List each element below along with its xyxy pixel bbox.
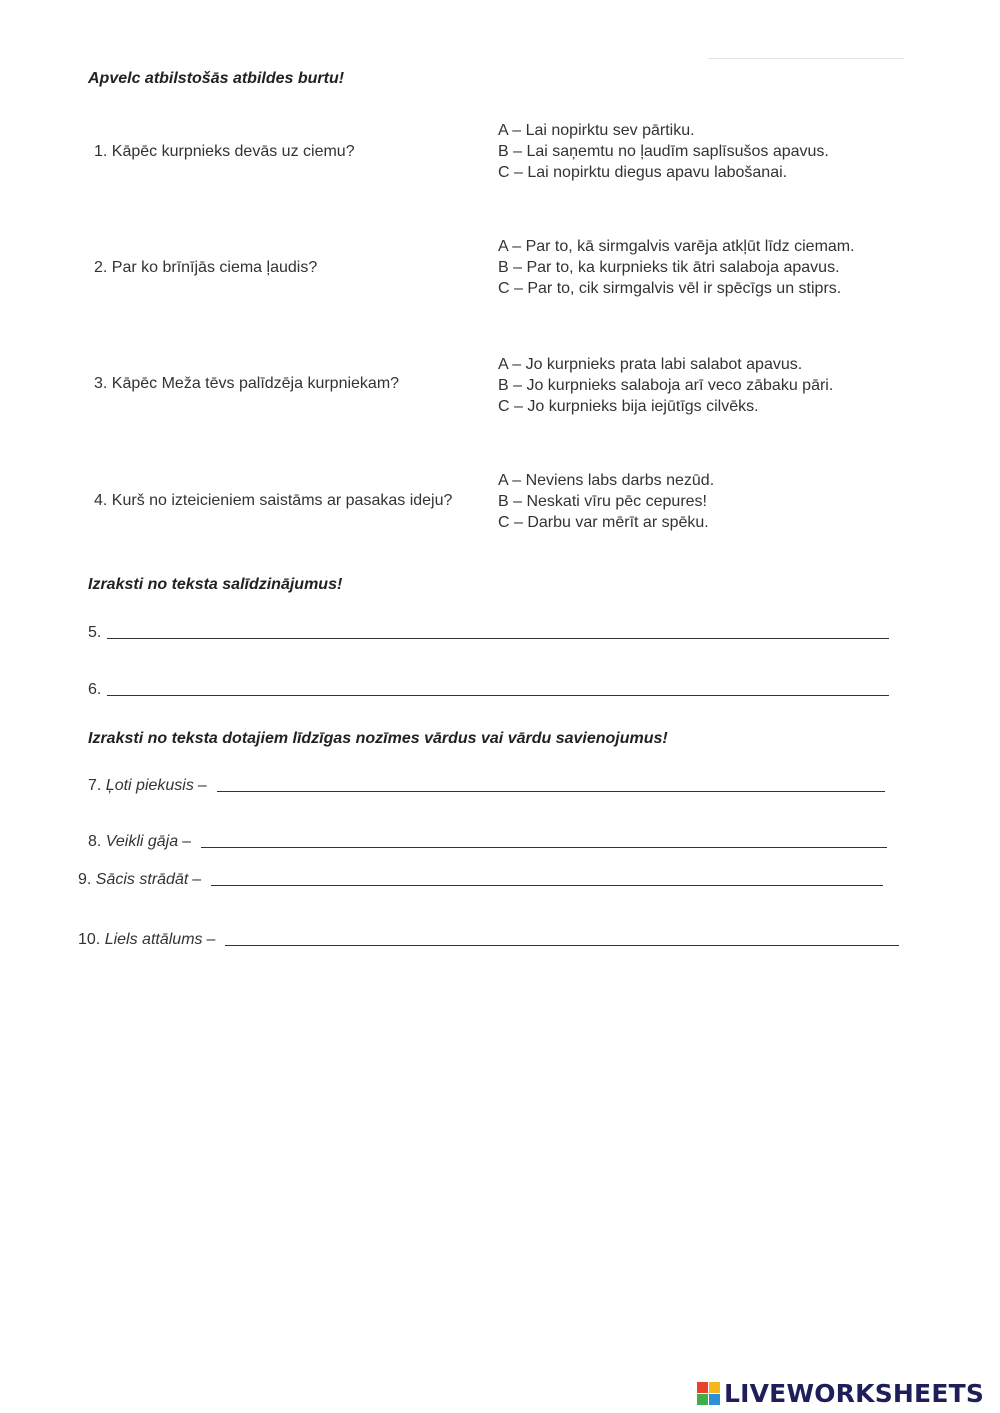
option-c[interactable]: C – Lai nopirktu diegus apavu labošanai. xyxy=(498,164,788,181)
item-number: 10. xyxy=(78,931,101,948)
answer-options-4 xyxy=(498,470,714,533)
option-a[interactable]: A – Par to, kā sirmgalvis varēja atkļūt līdz ciemam. xyxy=(498,238,855,255)
answer-options-3 xyxy=(498,354,833,417)
logo-square xyxy=(697,1394,708,1405)
answer-row-9 xyxy=(78,871,883,889)
item-number: 9. xyxy=(78,871,92,888)
section-heading-3: Izraksti no teksta dotajiem līdzīgas nozīmes vārdus vai vārdu savienojumus! xyxy=(88,730,668,747)
answer-row-5 xyxy=(88,624,889,642)
question-3: 3. Kāpēc Meža tēvs palīdzēja kurpniekam? xyxy=(94,375,400,392)
answer-line-6[interactable] xyxy=(107,694,889,696)
section-heading-1: Apvelc atbilstošās atbildes burtu! xyxy=(88,70,345,87)
answer-options-1 xyxy=(498,120,829,183)
item-number: 7. xyxy=(88,777,102,794)
answer-line-10[interactable] xyxy=(225,944,899,946)
question-4: 4. Kurš no izteicieniem saistāms ar pasakas ideju? xyxy=(94,492,453,509)
dash: – xyxy=(182,833,192,850)
option-a[interactable]: A – Lai nopirktu sev pārtiku. xyxy=(498,122,695,139)
item-term: Sācis strādāt xyxy=(95,871,189,888)
logo-square xyxy=(697,1382,708,1393)
answer-line-5[interactable] xyxy=(107,637,889,639)
answer-line-9[interactable] xyxy=(211,884,883,886)
option-b[interactable]: B – Lai saņemtu no ļaudīm saplīsušos apavus. xyxy=(498,143,829,160)
answer-line-7[interactable] xyxy=(217,790,885,792)
answer-options-2 xyxy=(498,236,855,299)
answer-row-6 xyxy=(88,681,889,699)
logo-square xyxy=(709,1382,720,1393)
option-c[interactable]: C – Par to, cik sirmgalvis vēl ir spēcīgs un stiprs. xyxy=(498,280,842,297)
question-1: 1. Kāpēc kurpnieks devās uz ciemu? xyxy=(94,143,355,160)
answer-row-7 xyxy=(88,777,885,795)
logo-grid-icon xyxy=(697,1382,720,1405)
option-b[interactable]: B – Neskati vīru pēc cepures! xyxy=(498,493,707,510)
option-c[interactable]: C – Jo kurpnieks bija iejūtīgs cilvēks. xyxy=(498,398,759,415)
option-a[interactable]: A – Jo kurpnieks prata labi salabot apavus. xyxy=(498,356,803,373)
header-rule xyxy=(708,58,904,59)
option-b[interactable]: B – Par to, ka kurpnieks tik ātri salaboja apavus. xyxy=(498,259,840,276)
item-term: Veikli gāja xyxy=(105,833,179,850)
liveworksheets-logo xyxy=(697,1380,984,1406)
item-number: 6. xyxy=(88,681,102,698)
option-a[interactable]: A – Neviens labs darbs nezūd. xyxy=(498,472,715,489)
item-term: Ļoti piekusis xyxy=(105,777,194,794)
item-term: Liels attālums xyxy=(104,931,203,948)
dash: – xyxy=(192,871,202,888)
option-b[interactable]: B – Jo kurpnieks salaboja arī veco zābaku pāri. xyxy=(498,377,834,394)
item-number: 5. xyxy=(88,624,102,641)
option-c[interactable]: C – Darbu var mērīt ar spēku. xyxy=(498,514,709,531)
logo-text: LIVEWORKSHEETS xyxy=(724,1378,985,1408)
answer-row-8 xyxy=(88,833,887,851)
dash: – xyxy=(206,931,216,948)
section-heading-2: Izraksti no teksta salīdzinājumus! xyxy=(88,576,343,593)
item-number: 8. xyxy=(88,833,102,850)
question-2: 2. Par ko brīnījās ciema ļaudis? xyxy=(94,259,318,276)
answer-line-8[interactable] xyxy=(201,846,887,848)
logo-square xyxy=(709,1394,720,1405)
dash: – xyxy=(197,777,207,794)
answer-row-10 xyxy=(78,931,899,949)
